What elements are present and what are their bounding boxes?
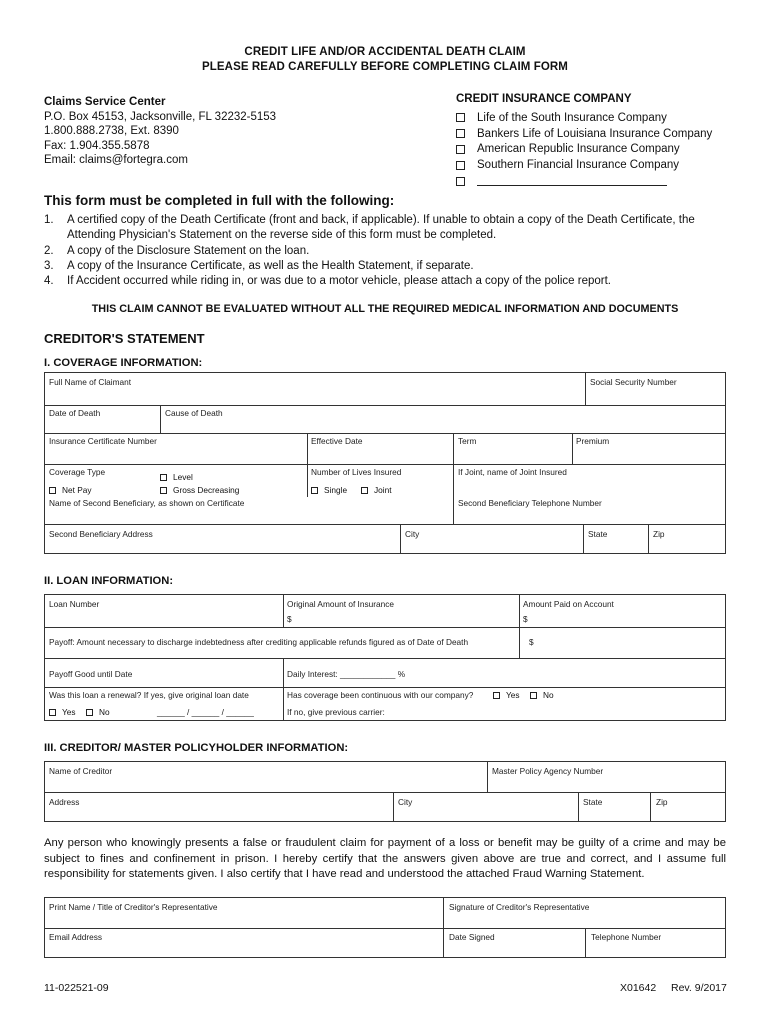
- creditor-city-field[interactable]: City: [398, 797, 413, 807]
- joint-insured-name-field[interactable]: If Joint, name of Joint Insured: [458, 467, 567, 477]
- term-field[interactable]: Term: [458, 436, 477, 446]
- company-option[interactable]: Bankers Life of Louisiana Insurance Company: [456, 126, 712, 142]
- coverage-table: [44, 372, 726, 554]
- other-company-blank[interactable]: [477, 177, 667, 186]
- date-of-death-field[interactable]: Date of Death: [49, 408, 101, 418]
- company-option[interactable]: American Republic Insurance Company: [456, 142, 712, 158]
- creditor-state-field[interactable]: State: [583, 797, 603, 807]
- telephone-field[interactable]: Telephone Number: [591, 932, 662, 942]
- full-name-field[interactable]: Full Name of Claimant: [49, 377, 132, 387]
- form-title: CREDIT LIFE AND/OR ACCIDENTAL DEATH CLAIM: [244, 46, 526, 58]
- checkbox[interactable]: [160, 487, 167, 494]
- continuous-coverage-label: Has coverage been continuous with our company?: [287, 690, 474, 700]
- renewal-yes-option[interactable]: Yes: [49, 707, 76, 717]
- previous-carrier-field[interactable]: If no, give previous carrier:: [287, 707, 385, 717]
- level-option[interactable]: Level: [160, 472, 193, 482]
- creditor-address-field[interactable]: Address: [49, 797, 80, 807]
- date-signed-field[interactable]: Date Signed: [449, 932, 495, 942]
- net-pay-option[interactable]: Net Pay: [49, 485, 92, 495]
- fraud-statement: Any person who knowingly presents a false or fraudulent claim for payment of a loss or benefit may be guilty of a crime and may be subject to fines and confinement in prison. I hereby certify that the answers given above are true and correct, and I assume full responsibility for statements given. I also certify that I have read and understood the attached Fraud Warning Statement.: [44, 837, 726, 881]
- coverage-section-heading: I. COVERAGE INFORMATION:: [44, 357, 203, 369]
- checkbox[interactable]: [493, 692, 500, 699]
- ssn-field[interactable]: Social Security Number: [590, 377, 677, 387]
- claims-center-fax: Fax: 1.904.355.5878: [44, 139, 150, 152]
- evaluation-warning: THIS CLAIM CANNOT BE EVALUATED WITHOUT ALL THE REQUIRED MEDICAL INFORMATION AND DOCUMENTS: [91, 303, 679, 315]
- creditor-zip-field[interactable]: Zip: [656, 797, 668, 807]
- payoff-good-until-field[interactable]: Payoff Good until Date: [49, 669, 133, 679]
- second-beneficiary-field[interactable]: Name of Second Beneficiary, as shown on Certificate: [49, 498, 245, 508]
- checkbox[interactable]: [49, 709, 56, 716]
- claims-center-phone: 1.800.888.2738, Ext. 8390: [44, 125, 179, 137]
- claims-center-address: [44, 95, 276, 168]
- second-beneficiary-address-field[interactable]: Second Beneficiary Address: [49, 529, 153, 539]
- payoff-dollar: $: [529, 637, 534, 647]
- loan-table: [44, 594, 726, 721]
- checkbox[interactable]: [456, 113, 465, 122]
- form-code: X01642: [620, 982, 657, 994]
- joint-option[interactable]: Joint: [361, 485, 392, 495]
- insurance-company-heading: CREDIT INSURANCE COMPANY: [456, 93, 632, 105]
- loan-section-heading: II. LOAN INFORMATION:: [44, 575, 174, 587]
- form-number: 11-022521-09: [44, 982, 109, 994]
- original-amount-field[interactable]: Original Amount of Insurance: [287, 599, 394, 609]
- checkbox[interactable]: [160, 474, 167, 481]
- creditor-statement-heading: CREDITOR'S STATEMENT: [44, 331, 205, 346]
- list-item: 1. A certified copy of the Death Certificate (front and back, if applicable). If unable to obtain a copy of the Death Certificate, the Attending Physician's Statement on the reverse side of this form must be completed.: [44, 214, 695, 242]
- amount-paid-dollar: $: [523, 614, 528, 624]
- company-option[interactable]: Life of the South Insurance Company: [456, 110, 712, 126]
- second-beneficiary-phone-field[interactable]: Second Beneficiary Telephone Number: [458, 498, 602, 508]
- renewal-label: Was this loan a renewal? If yes, give original loan date: [49, 690, 249, 700]
- lives-insured-label: Number of Lives Insured: [311, 467, 402, 477]
- premium-field[interactable]: Premium: [576, 436, 610, 446]
- form-subtitle: PLEASE READ CAREFULLY BEFORE COMPLETING CLAIM FORM: [202, 61, 568, 73]
- checkbox[interactable]: [49, 487, 56, 494]
- checkbox[interactable]: [456, 129, 465, 138]
- signature-field[interactable]: Signature of Creditor's Representative: [449, 902, 590, 912]
- continuous-yes-option[interactable]: Yes: [493, 690, 520, 700]
- checkbox[interactable]: [456, 161, 465, 170]
- claims-center-po-box: P.O. Box 45153, Jacksonville, FL 32232-5153: [44, 110, 277, 123]
- single-option[interactable]: Single: [311, 485, 347, 495]
- agency-number-field[interactable]: Master Policy Agency Number: [492, 766, 604, 776]
- requirements-list: [44, 213, 720, 289]
- checkbox[interactable]: [456, 177, 465, 186]
- certificate-number-field[interactable]: Insurance Certificate Number: [49, 436, 157, 446]
- company-option[interactable]: Southern Financial Insurance Company: [456, 157, 712, 173]
- effective-date-field[interactable]: Effective Date: [311, 436, 363, 446]
- claims-center-email: Email: claims@fortegra.com: [44, 154, 188, 166]
- checkbox[interactable]: [86, 709, 93, 716]
- email-field[interactable]: Email Address: [49, 932, 103, 942]
- company-option-other[interactable]: [456, 173, 712, 189]
- gross-decreasing-option[interactable]: Gross Decreasing: [160, 485, 239, 495]
- daily-interest-field[interactable]: Daily Interest: ____________ %: [287, 669, 406, 679]
- cause-of-death-field[interactable]: Cause of Death: [165, 408, 223, 418]
- amount-paid-field[interactable]: Amount Paid on Account: [523, 599, 614, 609]
- list-item: 2. A copy of the Disclosure Statement on the loan.: [44, 244, 310, 257]
- creditor-table: [44, 761, 726, 822]
- original-loan-date-field[interactable]: ______ / ______ / ______: [157, 707, 254, 717]
- list-item: 3. A copy of the Insurance Certificate, as well as the Health Statement, if separate.: [44, 259, 474, 272]
- checkbox[interactable]: [530, 692, 537, 699]
- renewal-no-option[interactable]: No: [86, 707, 110, 717]
- creditor-name-field[interactable]: Name of Creditor: [49, 766, 113, 776]
- form-revision: Rev. 9/2017: [671, 982, 727, 994]
- checkbox[interactable]: [361, 487, 368, 494]
- print-name-field[interactable]: Print Name / Title of Creditor's Representative: [49, 902, 218, 912]
- payoff-field[interactable]: Payoff: Amount necessary to discharge indebtedness after crediting applicable refunds figured as of Date of Death: [49, 637, 469, 647]
- beneficiary-zip-field[interactable]: Zip: [653, 529, 665, 539]
- insurance-company-section: [456, 93, 712, 189]
- signature-table: [44, 897, 726, 958]
- creditor-section-heading: III. CREDITOR/ MASTER POLICYHOLDER INFORMATION:: [44, 742, 349, 754]
- original-amount-dollar: $: [287, 614, 292, 624]
- continuous-no-option[interactable]: No: [530, 690, 554, 700]
- beneficiary-city-field[interactable]: City: [405, 529, 420, 539]
- coverage-type-label: Coverage Type: [49, 467, 106, 477]
- checkbox[interactable]: [456, 145, 465, 154]
- beneficiary-state-field[interactable]: State: [588, 529, 608, 539]
- requirements-heading: This form must be completed in full with the following:: [44, 193, 395, 208]
- list-item: 4. If Accident occurred while riding in, or was due to a motor vehicle, please attach a copy of the police report.: [44, 275, 611, 288]
- checkbox[interactable]: [311, 487, 318, 494]
- loan-number-field[interactable]: Loan Number: [49, 599, 100, 609]
- claims-center-name: Claims Service Center: [44, 96, 166, 108]
